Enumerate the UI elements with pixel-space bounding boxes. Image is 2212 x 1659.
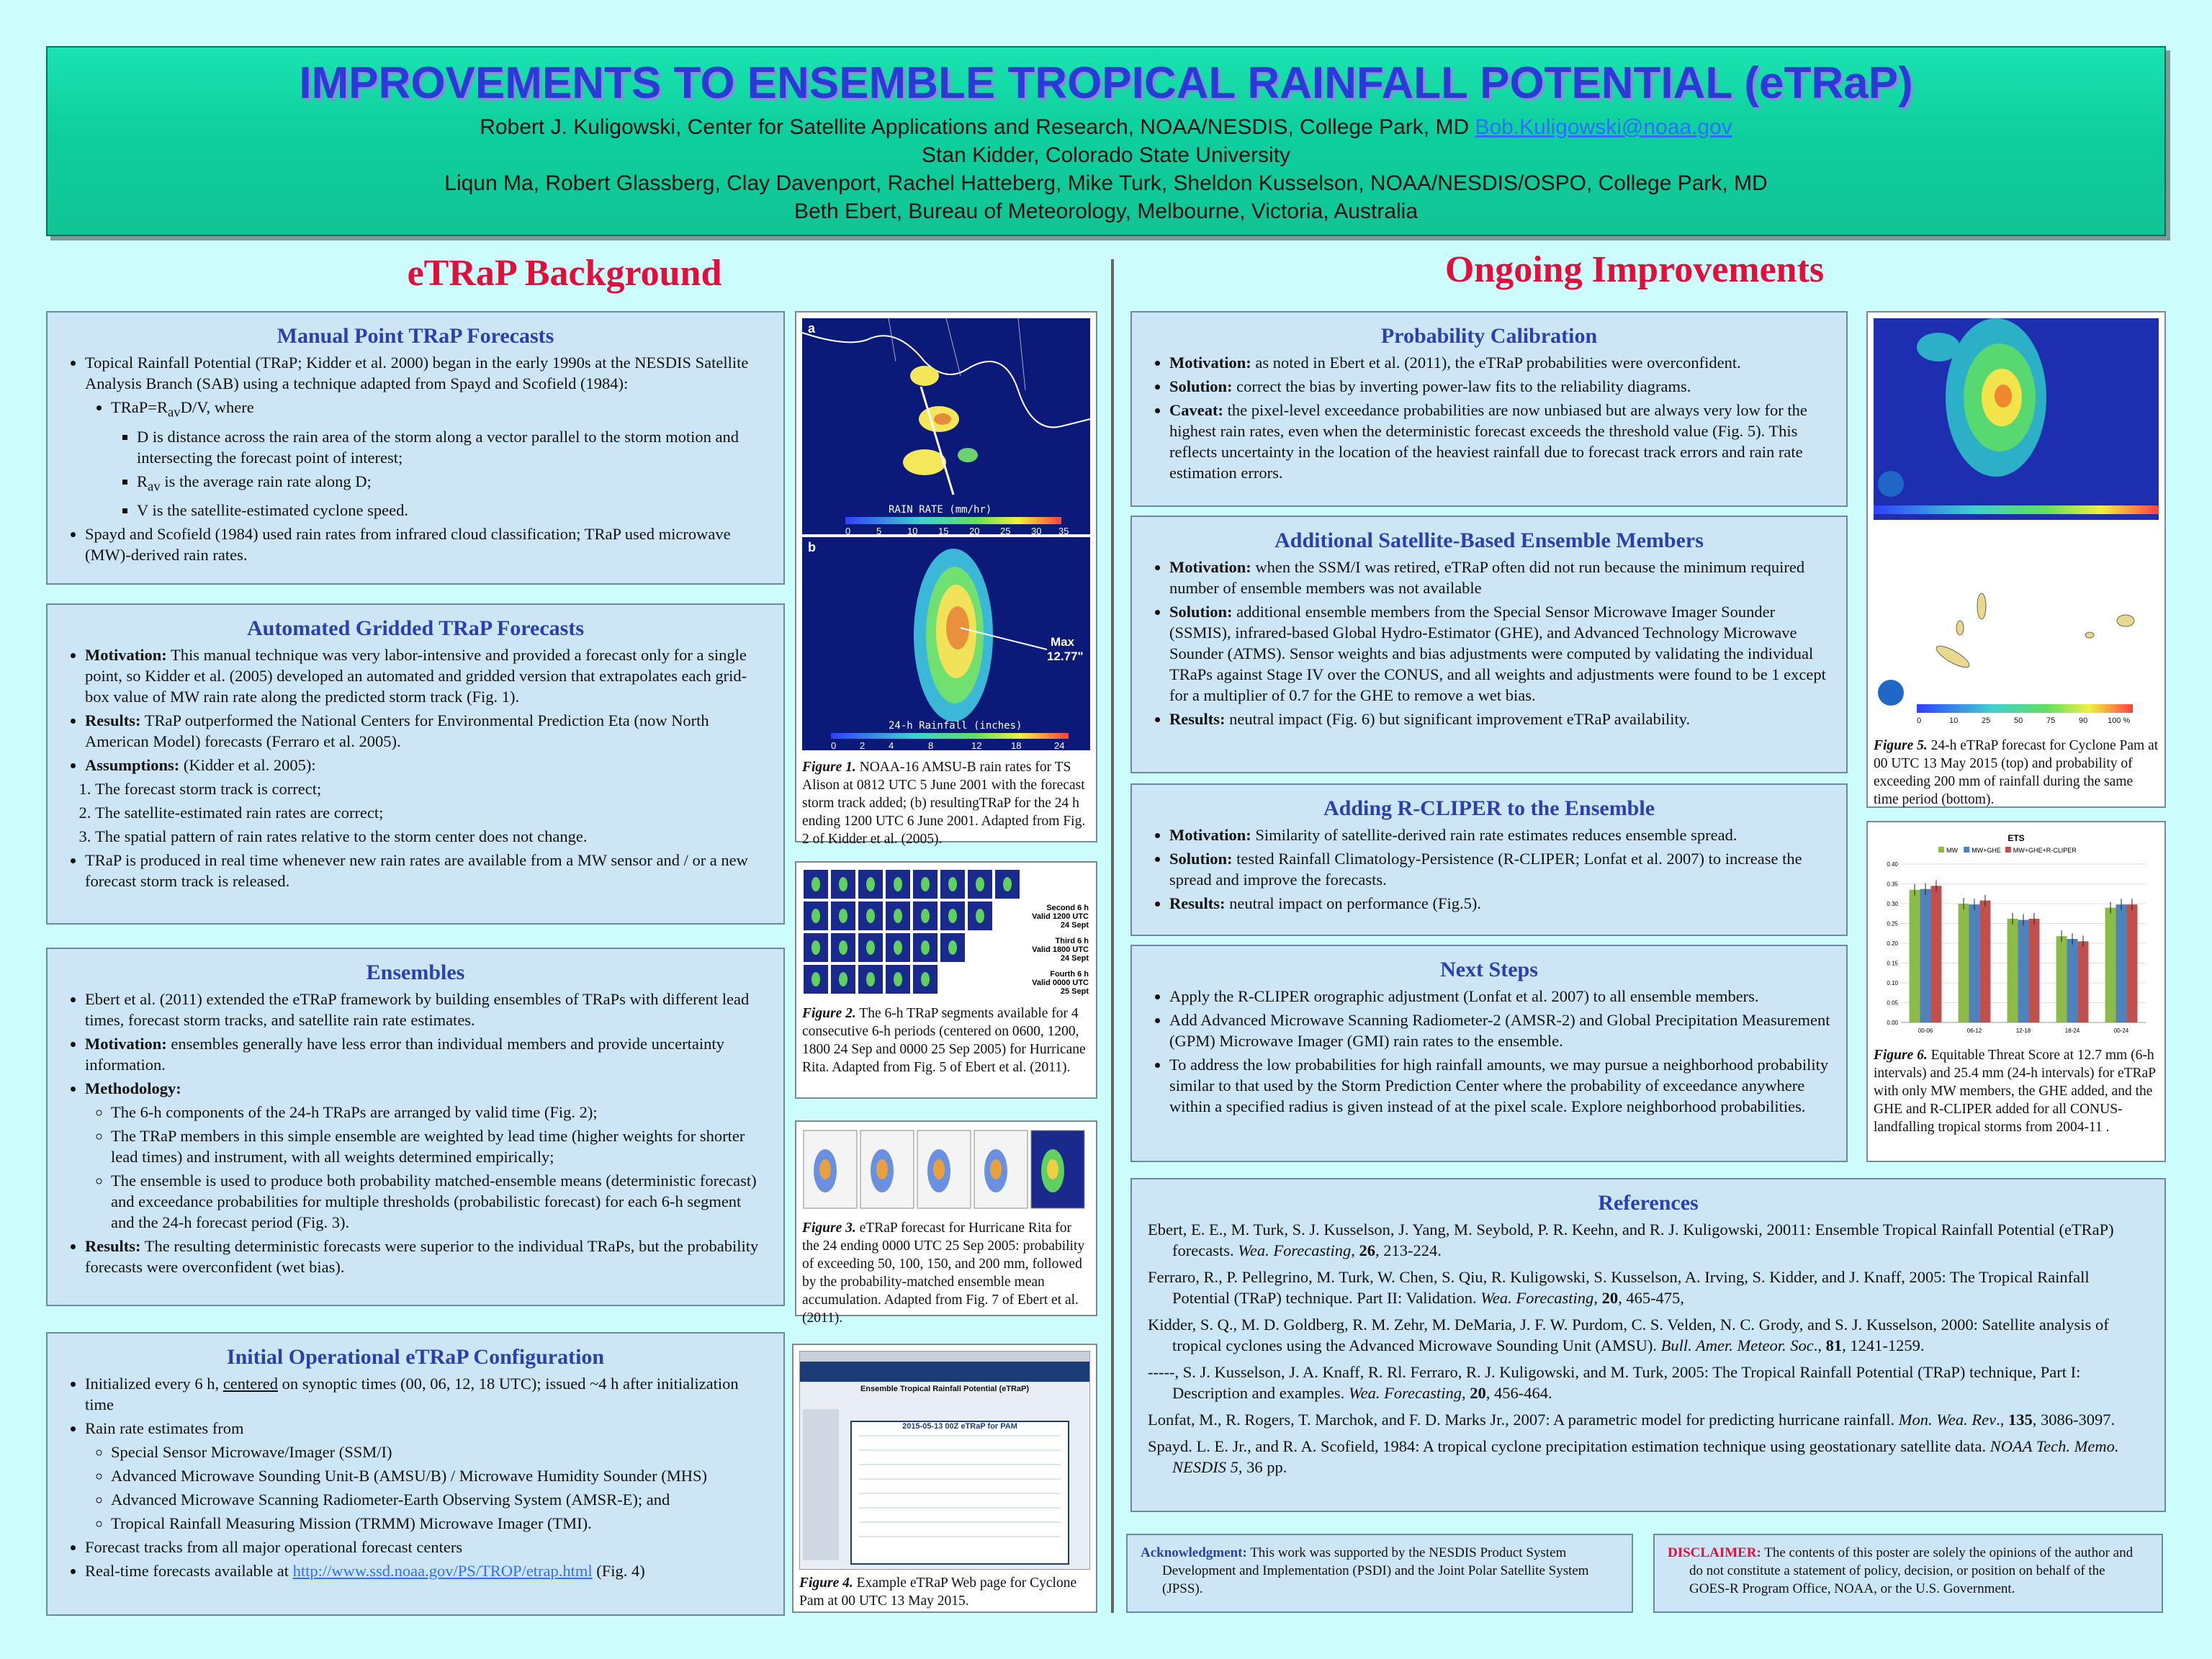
- reference: Spayd. L. E. Jr., and R. A. Scofield, 1984: A tropical cyclone precipitation estimation technique using geostationary satellite data. NOAA Tech. Memo. NESDIS 5, 36 pp.: [1148, 1437, 2119, 1476]
- author-line-4: Beth Ebert, Bureau of Meteorology, Melbourne, Victoria, Australia: [793, 199, 1419, 223]
- figure-1-maps: [802, 318, 1090, 750]
- thumbnail-rain: [894, 940, 902, 955]
- panel-label-b: b: [808, 540, 816, 554]
- browser-bar: [800, 1352, 1089, 1362]
- web-sidebar: [803, 1409, 839, 1560]
- reference: Ferraro, R., P. Pellegrino, M. Turk, W. Chen, S. Qiu, R. Kuligowski, S. Kusselson, A. Irving, S. Kidder, and J. Knaff, 2005: The Tropical Rainfall Potential (TRaP) technique. Part II: Validation. Wea. Forecasting, 20, 465-475,: [1148, 1268, 2090, 1307]
- tick-label: 90: [2079, 716, 2088, 725]
- panel-label-a: a: [808, 321, 816, 336]
- ets-chart: [1874, 828, 2159, 1038]
- tick-label: 4: [889, 740, 894, 751]
- bar: [2077, 941, 2088, 1022]
- tick-label: 25: [1000, 526, 1011, 536]
- thumbnail-rain: [811, 940, 820, 955]
- legend-label: MW+GHE: [1972, 847, 2001, 854]
- list-item: • TRaP is produced in real time whenever new rain rates are available from a MW sensor and / or a new forecast storm track is released.: [85, 850, 768, 891]
- x-tick-label: 12-18: [2015, 1028, 2031, 1034]
- thumbnail-rain: [811, 909, 820, 923]
- panel-title: Initial Operational eTRaP Configuration: [226, 1345, 605, 1369]
- tick-label: 5: [876, 526, 882, 536]
- figure-5: [1866, 311, 2166, 808]
- list-item: ◦ Special Sensor Microwave/Imager (SSM/I): [111, 1442, 768, 1462]
- probability-core: [876, 1159, 888, 1179]
- thumbnail-rain: [811, 972, 820, 986]
- site-banner: [800, 1362, 1089, 1382]
- bar: [2056, 936, 2067, 1022]
- list-item: ◦ The ensemble is used to produce both probability matched-ensemble means (deterministic forecast) and exceedance probabilities for multiple thresholds (probabilistic forecast) for each 6-h segment and the 24-h forecast period (Fig. 3).: [111, 1170, 768, 1233]
- list-item: ▪ D is distance across the rain area of the storm along a vector parallel to the storm motion and intersecting the forecast point of interest;: [137, 426, 768, 468]
- list-item: • Assumptions: (Kidder et al. 2005):: [85, 755, 768, 775]
- figure-3: [795, 1120, 1097, 1326]
- bar: [1959, 904, 1969, 1022]
- list-item: • Motivation: when the SSM/I was retired, eTRaP often did not run because the minimum required number of ensemble members was not available: [1169, 557, 1830, 598]
- figure-6-caption: Figure 6. Equitable Threat Score at 12.7 mm (6-h intervals) and 25.4 mm (24-h intervals) for eTRaP with only MW members, the GHE added, and the GHE and R-CLIPER added for all CONUS-landfalling tropical storms from 2004-11 .: [1874, 1048, 2156, 1135]
- list-item: • Rain rate estimates from ◦ Special Sensor Microwave/Imager (SSM/I) ◦ Advanced Microwave Sounding Unit-B (AMSU/B) / Microwave Humidity Sounder (MHS) ◦ Advanced Microwave Scanning Radiometer-Earth Observing System (AMSR-E); and ◦ Tropical Rainfall Measuring Mission (TRMM) Microwave Imager (TMI).: [85, 1418, 768, 1534]
- y-tick-label: 0.25: [1887, 920, 1898, 927]
- right-section-title: Ongoing Improvements: [1444, 249, 1825, 290]
- web-grid: [859, 1435, 1061, 1550]
- panel-references: [1130, 1178, 2166, 1512]
- panel-rcliper: [1130, 783, 1848, 936]
- list-item: • Apply the R-CLIPER orographic adjustment (Lonfat et al. 2007) to all ensemble members.: [1169, 986, 1830, 1007]
- author-line-1: Robert J. Kuligowski, Center for Satellite Applications and Research, NOAA/NESDIS, College Park, MD: [480, 115, 1470, 139]
- thumbnail-rain: [948, 909, 957, 923]
- list-item: ◦ The 6-h components of the 24-h TRaPs are arranged by valid time (Fig. 2);: [111, 1102, 768, 1123]
- thumbnail-rain: [921, 972, 930, 986]
- author-email-link[interactable]: Bob.Kuligowski@noaa.gov: [1475, 115, 1732, 139]
- bar: [1910, 890, 1920, 1022]
- list-item: • Add Advanced Microwave Scanning Radiometer-2 (AMSR-2) and Global Precipitation Measurement (GPM) Microwave Imager (GMI) rain rates to the ensemble.: [1169, 1010, 1830, 1051]
- y-tick-label: 0.40: [1887, 861, 1898, 868]
- panel-probability-calibration: [1130, 311, 1848, 507]
- thumbnail-rain: [866, 940, 875, 955]
- tick-label: 25: [1982, 716, 1991, 725]
- list-item: • Initialized every 6 h, centered on synoptic times (00, 06, 12, 18 UTC); issued ~4 h after initialization time: [85, 1373, 768, 1415]
- panel-next-steps: [1130, 945, 1848, 1162]
- list-item: • Spayd and Scofield (1984) used rain rates from infrared cloud classification; TRaP used microwave (MW)-derived rain rates.: [85, 523, 768, 565]
- tick-label: 50: [2014, 716, 2023, 725]
- max-value: 12.77": [1047, 649, 1084, 663]
- figure-3-caption: Figure 3. eTRaP forecast for Hurricane Rita for the 24 ending 0000 UTC 25 Sep 2005: probability of exceeding 50, 100, 150, and 200 mm, followed by the probability-matched ensemble mean accumulation. Adapted from Fig. 7 of Ebert et al. (2011).: [802, 1220, 1085, 1326]
- tick-label: 15: [938, 526, 949, 536]
- y-tick-label: 0.30: [1887, 901, 1898, 907]
- thumbnail-rain: [839, 877, 848, 891]
- list-item: • Real-time forecasts available at http://www.ssd.noaa.gov/PS/TROP/etrap.html (Fig. 4): [85, 1560, 768, 1581]
- legend-label: MW+GHE+R-CLIPER: [2013, 847, 2077, 854]
- bar: [1930, 886, 1941, 1022]
- list-item: • Motivation: as noted in Ebert et al. (2011), the eTRaP probabilities were overconfident.: [1169, 352, 1830, 373]
- tick-label: 30: [1031, 526, 1042, 536]
- bar: [1969, 904, 1980, 1022]
- list-item: 1. The forecast storm track is correct;: [95, 778, 768, 799]
- legend-label: MW: [1946, 847, 1958, 854]
- tick-label: 0: [831, 740, 837, 751]
- panel-acknowledgment: Acknowledgment: This work was supported by the NESDIS Product System Development and Implementation (PSDI) and the Joint Polar Satellite System (JPSS).: [1126, 1534, 1633, 1613]
- rain-rate-label: RAIN RATE (mm/hr): [889, 504, 992, 516]
- equation: • $TRaP=R_{av}D/V$, where ▪ D is distance across the rain area of the storm along a vector parallel to the storm motion and intersecting the forecast point of interest; ▪ $R_{av}$ is the average rain rate along D; ▪ V is the satellite-estimated cyclone speed.: [111, 397, 768, 521]
- webpage-screenshot: [799, 1351, 1090, 1570]
- probability-core: [819, 1159, 831, 1179]
- panel-initial-config: [46, 1332, 785, 1616]
- figure-5-maps: [1874, 318, 2159, 729]
- probability-core: [1047, 1159, 1058, 1179]
- list-item: • Results: The resulting deterministic forecasts were superior to the individual TRaPs, but the probability forecasts were overconfident (wet bias).: [85, 1236, 768, 1277]
- y-tick-label: 0.10: [1887, 980, 1898, 986]
- tick-label: 8: [928, 740, 934, 751]
- list-item: • Caveat: the pixel-level exceedance probabilities are now unbiased but are always very low for the highest rain rates, even when the deterministic forecast exceeds the threshold value (Fig. 5). This reflects uncertainty in the location of the heaviest rainfall due to forecast track errors and rain rate estimation errors.: [1169, 400, 1830, 483]
- thumbnail-rain: [866, 972, 875, 986]
- x-tick-label: 18-24: [2064, 1028, 2080, 1034]
- panel-title: Additional Satellite-Based Ensemble Members: [1274, 529, 1704, 552]
- tick-label: 18: [1011, 740, 1022, 751]
- figure-2-panels: [802, 868, 1090, 997]
- thumbnail-rain: [921, 940, 930, 955]
- panel-title: References: [1598, 1191, 1699, 1215]
- figure-2: [795, 861, 1097, 1099]
- author-line-2: Stan Kidder, Colorado State University: [922, 143, 1290, 167]
- figure-6: [1866, 821, 2166, 1162]
- panel-title: Ensembles: [366, 961, 465, 984]
- thumbnail-rain: [811, 877, 820, 891]
- y-tick-label: 0.20: [1887, 940, 1898, 947]
- column-divider: [1111, 259, 1114, 1613]
- poster-header: [46, 46, 2166, 236]
- bar: [1920, 889, 1931, 1022]
- noaa-logo-icon: [1878, 680, 1904, 706]
- bar: [2018, 920, 2029, 1022]
- list-item: • Ebert et al. (2011) extended the eTRaP framework by building ensembles of TRaPs with different lead times, forecast storm tracks, and satellite rain rate estimates.: [85, 989, 768, 1030]
- x-tick-label: 00-06: [1917, 1028, 1933, 1034]
- legend-swatch: [1938, 847, 1944, 853]
- thumbnail-rain: [976, 877, 984, 891]
- web-panel: [850, 1421, 1069, 1565]
- thumbnail-rain: [866, 877, 875, 891]
- tick-label: 12: [971, 740, 982, 751]
- rainfall-label: 24-h Rainfall (inches): [889, 720, 1022, 732]
- row-label: Second 6 h: [1046, 904, 1089, 912]
- tick-label: 10: [1949, 716, 1959, 725]
- list-item: • Solution: correct the bias by inverting power-law fits to the reliability diagrams.: [1169, 376, 1830, 397]
- tick-label: 100 %: [2108, 716, 2131, 725]
- reference: Ebert, E. E., M. Turk, S. J. Kusselson, J. Yang, M. Seybold, P. R. Keehn, and R. J. Kuligowski, 20011: Ensemble Tropical Rainfall Potential (eTRaP) forecasts. Wea. Forecasting, 26, 213-224.: [1148, 1220, 2114, 1259]
- row-label: 24 Sept: [1060, 954, 1089, 963]
- y-tick-label: 0.05: [1887, 999, 1898, 1007]
- row-label: Valid 0000 UTC: [1032, 979, 1089, 987]
- bar: [2067, 939, 2078, 1022]
- thumbnail-rain: [948, 940, 957, 955]
- thumbnail-rain: [948, 877, 957, 891]
- y-tick-label: 0.35: [1887, 881, 1898, 888]
- bar: [2126, 904, 2137, 1022]
- list-item: • Results: neutral impact (Fig. 6) but significant improvement eTRaP availability.: [1169, 709, 1830, 729]
- poster-title: IMPROVEMENTS TO ENSEMBLE TROPICAL RAINFALL POTENTIAL (eTRaP): [299, 58, 1913, 108]
- list-item: • Motivation: ensembles generally have less error than individual members and provide uncertainty information.: [85, 1033, 768, 1075]
- legend-swatch: [1964, 847, 1969, 853]
- etrap-link[interactable]: http://www.ssd.noaa.gov/PS/TROP/etrap.html: [292, 1562, 593, 1580]
- list-item: • Results: TRaP outperformed the National Centers for Environmental Prediction Eta (now North American Model) forecasts (Ferraro et al. 2005).: [85, 710, 768, 752]
- list-item: • Solution: additional ensemble members from the Special Sensor Microwave Imager Sounder (SSMIS), infrared-based Global Hydro-Estimator (GHE), and Advanced Technology Microwave Sounder (ATMS). Sensor weights and bias adjustments were computed by validating the individual TRaPs against Stage IV over the CONUS, and all weights and adjustments were found to be 1 except for a multiplier of 0.7 for the GHE to remove a wet bias.: [1169, 601, 1830, 706]
- list-item: • Motivation: Similarity of satellite-derived rain rate estimates reduces ensemble spread.: [1169, 824, 1830, 845]
- figure-4: [792, 1344, 1097, 1613]
- list-item: • Methodology: ◦ The 6-h components of the 24-h TRaPs are arranged by valid time (Fig. 2); ◦ The TRaP members in this simple ensemble are weighted by lead time (higher weights for shorter lead times) and instrument, with all weights determined empirically; ◦ The ensemble is used to produce both probability matched-ensemble means (deterministic forecast) and exceedance probabilities for multiple thresholds (probabilistic forecast) for each 6-h segment and the 24-h forecast period (Fig. 3).: [85, 1078, 768, 1233]
- list-item: ◦ Advanced Microwave Sounding Unit-B (AMSU/B) / Microwave Humidity Sounder (MHS): [111, 1465, 768, 1486]
- panel-title: Probability Calibration: [1380, 324, 1598, 348]
- list-item: • Motivation: This manual technique was very labor-intensive and provided a forecast only for a single point, so Kidder et al. (2005) developed an automated and gridded version that extrapolates each grid-box value of MW rain rate along the predicted storm track (Fig. 1).: [85, 644, 768, 707]
- list-item: ▪ $R_{av}$ is the average rain rate along D;: [137, 471, 768, 498]
- tick-label: 10: [907, 526, 918, 536]
- list-item: • Forecast tracks from all major operational forecast centers: [85, 1537, 768, 1557]
- bar: [1979, 901, 1990, 1022]
- web-title: Ensemble Tropical Rainfall Potential (eTRaP): [860, 1385, 1030, 1393]
- tick-label: 0: [1917, 716, 1922, 725]
- figure-3-panels: [802, 1128, 1090, 1211]
- row-label: 24 Sept: [1060, 921, 1089, 930]
- panel-disclaimer: DISCLAIMER: The contents of this poster are solely the opinions of the author and do not constitute a statement of policy, decision, or position on behalf of the GOES-R Program Office, NOAA, or the U.S. Government.: [1653, 1534, 2163, 1613]
- tick-label: 35: [1058, 526, 1069, 536]
- list-item: • Solution: tested Rainfall Climatology-Persistence (R-CLIPER; Lonfat et al. 2007) to increase the spread and improve the forecasts.: [1169, 848, 1830, 890]
- bar: [2028, 919, 2039, 1022]
- probability-core: [933, 1159, 945, 1179]
- row-label: Valid 1200 UTC: [1032, 912, 1089, 921]
- reference: Kidder, S. Q., M. D. Goldberg, R. M. Zehr, M. DeMaria, J. F. W. Purdom, C. S. Velden, N. C. Grody, and S. J. Kusselson, 2000: Satellite analysis of tropical cyclones using the Advanced Microwave Sounding Unit (AMSU). Bull. Amer. Meteor. Soc., 81, 1241-1259.: [1148, 1316, 2109, 1354]
- list-item: 3. The spatial pattern of rain rates relative to the storm center does not change.: [95, 826, 768, 847]
- row-label: Third 6 h: [1055, 937, 1089, 945]
- figure-2-caption: Figure 2. The 6-h TRaP segments available for 4 consecutive 6-h periods (centered on 0600, 1200, 1800 24 Sep and 0000 25 Sep 2005) for Hurricane Rita. Adapted from Fig. 5 of Ebert et al. (2011).: [802, 1006, 1086, 1075]
- figure-1: [795, 311, 1097, 847]
- probability-core: [990, 1159, 1002, 1179]
- tick-label: 24: [1054, 740, 1065, 751]
- tick-label: 2: [860, 740, 866, 751]
- list-item: ◦ Tropical Rainfall Measuring Mission (TRMM) Microwave Imager (TMI).: [111, 1513, 768, 1534]
- reference: -----, S. J. Kusselson, J. A. Knaff, R. Rl. Ferraro, R. J. Kuligowski, and M. Turk, 2005: The Tropical Rainfall Potential (TRaP) technique, Part I: Description and examples. Wea. Forecasting, 20, 456-464.: [1148, 1363, 2081, 1402]
- max-label: Max: [1051, 635, 1075, 649]
- panel-additional-members: [1130, 516, 1848, 773]
- thumbnail-rain: [839, 972, 848, 986]
- tick-label: 0: [845, 526, 851, 536]
- row-label: 25 Sept: [1060, 987, 1089, 996]
- bar: [2105, 908, 2116, 1023]
- thumbnail-rain: [921, 909, 930, 923]
- noaa-logo-icon: [1878, 471, 1904, 497]
- row-label: Fourth 6 h: [1050, 970, 1089, 979]
- y-tick-label: 0.00: [1887, 1020, 1898, 1026]
- figure-4-caption: Figure 4. Example eTRaP Web page for Cyclone Pam at 00 UTC 13 May 2015.: [799, 1575, 1077, 1609]
- panel-ensembles: [46, 948, 785, 1306]
- bar: [2116, 904, 2127, 1022]
- panel-manual-trap: [46, 311, 785, 585]
- legend-swatch: [2005, 847, 2011, 853]
- thumbnail-rain: [894, 972, 902, 986]
- thumbnail-rain: [894, 909, 902, 923]
- panel-title: Automated Gridded TRaP Forecasts: [246, 616, 585, 640]
- bar: [2008, 919, 2018, 1022]
- thumbnail-rain: [894, 877, 902, 891]
- y-tick-label: 0.15: [1887, 960, 1898, 967]
- tick-label: 75: [2046, 716, 2056, 725]
- thumbnail-rain: [839, 940, 848, 955]
- list-item: ▪ V is the satellite-estimated cyclone speed.: [137, 500, 768, 521]
- web-date: 2015-05-13 00Z eTRaP for PAM: [902, 1422, 1017, 1431]
- row-label: Valid 1800 UTC: [1032, 945, 1089, 954]
- list-item: ◦ The TRaP members in this simple ensemble are weighted by lead time (higher weights for shorter lead times) and instrument, with all weights determined empirically;: [111, 1125, 768, 1167]
- chart-title: ETS: [2008, 833, 2025, 843]
- panel-title: Adding R-CLIPER to the Ensemble: [1323, 796, 1655, 820]
- list-item: • To address the low probabilities for high rainfall amounts, we may pursue a neighborhood probability similar to that used by the Storm Prediction Center where the probability of exceedance anywhere within a specified radius is given instead of at the pixel scale. Explore neighborhood probabilities.: [1169, 1054, 1830, 1117]
- panel-title: Next Steps: [1440, 958, 1538, 981]
- x-tick-label: 06-12: [1966, 1028, 1982, 1034]
- reference: Lonfat, M., R. Rogers, T. Marchok, and F. D. Marks Jr., 2007: A parametric model for predicting hurricane rainfall. Mon. Wea. Rev., 135, 3086-3097.: [1148, 1411, 2116, 1429]
- list-item: 2. The satellite-estimated rain rates are correct;: [95, 802, 768, 823]
- panel-title: Manual Point TRaP Forecasts: [276, 324, 554, 348]
- thumbnail-rain: [976, 909, 984, 923]
- tick-label: 20: [969, 526, 980, 536]
- author-line-3: Liqun Ma, Robert Glassberg, Clay Davenport, Rachel Hatteberg, Mike Turk, Sheldon Kusselson, NOAA/NESDIS/OSPO, College Park, MD: [444, 171, 1768, 195]
- left-section-title: eTRaP Background: [407, 253, 722, 294]
- thumbnail-rain: [921, 877, 930, 891]
- thumbnail-rain: [839, 909, 848, 923]
- x-tick-label: 00-24: [2113, 1028, 2129, 1034]
- thumbnail-rain: [1003, 877, 1012, 891]
- figure-1-caption: Figure 1. NOAA-16 AMSU-B rain rates for TS Alison at 0812 UTC 5 June 2001 with the forecast storm track added; (b) resultingTRaP for the 24 h ending 1200 UTC 6 June 2001. Adapted from Fig. 2 of Kidder et al. (2005).: [802, 760, 1086, 847]
- thumbnail-rain: [866, 909, 875, 923]
- list-item: • Results: neutral impact on performance (Fig.5).: [1169, 893, 1830, 914]
- list-item: • Topical Rainfall Potential (TRaP; Kidder et al. 2000) began in the early 1990s at the NESDIS Satellite Analysis Branch (SAB) using a technique adapted from Spayd and Scofield (1984):: [85, 352, 768, 394]
- list-item: ◦ Advanced Microwave Scanning Radiometer-Earth Observing System (AMSR-E); and: [111, 1489, 768, 1510]
- panel-automated-trap: [46, 603, 785, 925]
- figure-5-caption: Figure 5. 24-h eTRaP forecast for Cyclone Pam at 00 UTC 13 May 2015 (top) and probability of exceeding 200 mm of rainfall during the same time period (bottom).: [1874, 738, 2159, 807]
